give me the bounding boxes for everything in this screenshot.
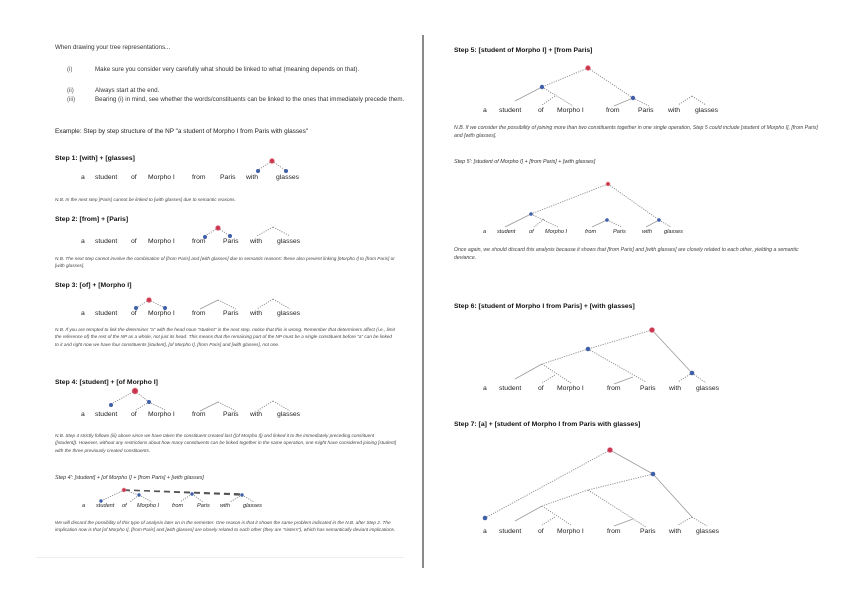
step-5-prime-note: Once again, we should discard this analysis because it shows that [from Paris] and [with glasses] are closely related to each other, yielding a semantic deviance. [454, 247, 799, 262]
step-2-note: N.B. The next step cannot involve the combination of [from Paris] and [with glasses] due to semantic reasons: these also prevent linking [Morpho I] to [from Paris] or [with glasses]. [55, 256, 395, 269]
page-bottom-rule [36, 557, 404, 558]
step-1-title: Step 1: [with] + [glasses] [55, 155, 135, 162]
list-num-2: (ii) [67, 87, 74, 94]
step-4-prime-tree [0, 0, 423, 599]
list-item-1: Make sure you consider very carefully what should be linked to what (meaning depends on that). [95, 66, 360, 73]
step-2-title: Step 2: [from] + [Paris] [55, 216, 129, 223]
list-num-3: (iii) [67, 96, 76, 103]
step-4-title: Step 4: [student] + [of Morpho I] [55, 379, 158, 386]
left-page: When drawing your tree representations... (i) Make sure you consider very carefully what should be linked to what (meaning depends on that). (ii) Always start at the end. (iii) Bearing (i) in mind, see whether the words/constituents can be linked to the ones that immediately precede them. Example: Step by step structure of the NP "a student of Morpho I from Paris with glasses" Step 1: [with] + [glasses] a student of Morpho I from Paris with glasses N.B. In the next step [Paris] cannot be linked to [with glasses] due to semantic reasons. Step 2: [from] + [Paris] a student of Morpho I from Paris with glasses N.B. The next step cannot involve the combination of [from Paris] and [with glasses] due to semantic reasons: these also prevent linking [Morpho I] to [from Paris] or [with glasses]. Step 3: [of] + [Morpho I] a student of Morpho I from Paris with glasses N.B. If you are tempted to link the determiner "a" with the head noun "student" in the next step, notice that this is wrong. Remember that determiners affect (i.e., limit the reference of) the rest of the NP as a whole, not just its head. This means that the remaining part of the NP must be a single constituent before "a" can be linked to it and right now we have four constituents [student], [of Morpho I], [from Paris] and [with glasses], not one. Step 4: [student] + [of Morpho I] a student of Morpho I from Paris with glasses N.B. Step 4 strictly follows (iii) above since we have taken the constituent created last ([of Morpho I]) and linked it to the immediately preceding constituent ([student]). However, without any restrictions about how many constituents can be linked together in the same operation, one might have considered joining [student] with the three previously created constituents. Step 4': [student] + [of Morpho I] + [from Paris] + [with glasses] a student of Morpho I from Paris with glasses We will discard the possibility of this type of analysis later on in the semester. One reason is that it shows the same problem indicated in the N.B. after Step 2. The implication now is that [of Morpho I], [from Paris] and [with glasses] are closely related to each other (they are "sisters"), which has semantically deviant implications. [0, 0, 423, 599]
list-item-3: Bearing (i) in mind, see whether the words/constituents can be linked to the ones that immediately precede them. [95, 96, 405, 103]
step-4-note: N.B. Step 4 strictly follows (iii) above since we have taken the constituent created last ([of Morpho I]) and linked it to the immediately preceding constituent ([student]). However, without any restrictions about how many constituents can be linked together in the same operation, one might have considered joining [student] with the three previously created constituents. [55, 433, 397, 453]
step-7-tree [424, 0, 848, 599]
step-3-title: Step 3: [of] + [Morpho I] [55, 282, 132, 289]
intro-text: When drawing your tree representations... [55, 44, 171, 51]
step-3-note: N.B. If you are tempted to link the determiner "a" with the head noun "student" in the next step, notice that this is wrong. Remember that determiners affect (i.e., limit the reference of) the rest of the NP as a whole, not just its head. This means that the remaining part of the NP must be a single constituent before "a" can be linked to it and right now we have four constituents [student], [of Morpho I], [from Paris] and [with glasses], not one. [55, 327, 395, 347]
step-1-note: N.B. In the next step [Paris] cannot be linked to [with glasses] due to semantic reasons. [55, 197, 236, 202]
right-page: Step 5: [student of Morpho I] + [from Paris] a student of Morpho I from Paris with glasses N.B. If we consider the possibility of joining more than two constituents together in one single operation, Step 5 could include [student of Morpho I], [from Paris] and [with glasses]. Step 5': [student of Morpho I] + [from Paris] + [with glasses] a student of Morpho I from Paris with glasses Once again, we should discard this analysis because it shows that [from Paris] and [with glasses] are closely related to each other, yielding a semantic deviance. Step 6: [student of Morpho I from Paris] + [with glasses] a student of Morpho I from Paris with glasses Step 7: [a] + [student of Morpho I from Paris with glasses] a student of Morpho I from Paris with glasses [424, 0, 848, 599]
step-4-prime-note: We will discard the possibility of this type of analysis later on in the semester. One reason is that it shows the same problem indicated in the N.B. after Step 2. The implication now is that [of Morpho I], [from Paris] and [with glasses] are closely related to each other (they are "sisters"), which has semantically deviant implications. [55, 520, 396, 533]
step-5-prime-title: Step 5': [student of Morpho I] + [from Paris] + [with glasses] [454, 159, 596, 165]
step-5-note: N.B. If we consider the possibility of joining more than two constituents together in one single operation, Step 5 could include [student of Morpho I], [from Paris] and [with glasses]. [454, 125, 818, 140]
step-4-prime-title: Step 4': [student] + [of Morpho I] + [from Paris] + [with glasses] [55, 475, 204, 481]
list-item-2: Always start at the end. [95, 87, 160, 94]
list-num-1: (i) [67, 66, 73, 73]
example-heading: Example: Step by step structure of the NP "a student of Morpho I from Paris with glasses" [55, 128, 309, 135]
step-5-title: Step 5: [student of Morpho I] + [from Paris] [454, 47, 593, 54]
step-7-title: Step 7: [a] + [student of Morpho I from Paris with glasses] [454, 421, 641, 428]
step-6-title: Step 6: [student of Morpho I from Paris] + [with glasses] [454, 303, 635, 310]
